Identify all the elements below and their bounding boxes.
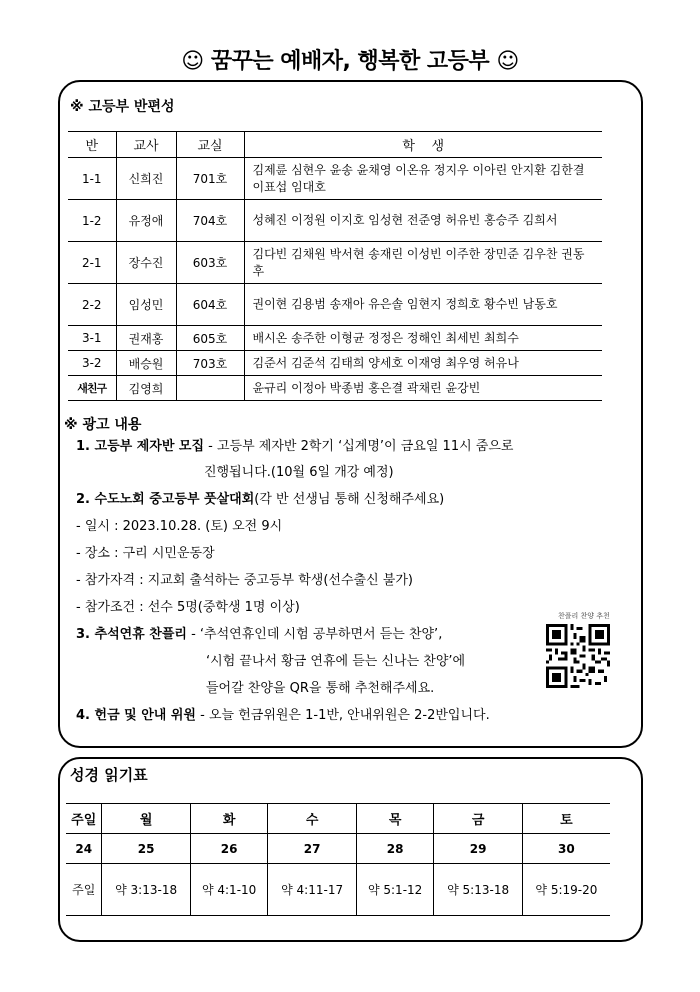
students-cell: 김제륜 심현우 윤송 윤채영 이온유 정지우 이아린 안지환 김한결 이표섭 임대호 [244,158,602,200]
table-row [68,284,602,326]
students-cell: 김다빈 김채원 박서현 송재린 이성빈 이주한 장민준 김우찬 권동후 [244,242,602,284]
day-cell: 토 [522,804,610,834]
students-cell: 김준서 김준석 김태희 양세호 이재영 최우영 허유나 [244,351,602,376]
passage-cell: 약 5:1-12 [356,864,434,916]
day-cell: 금 [434,804,522,834]
header-students: 학 생 [244,132,602,158]
day-cell: 수 [268,804,356,834]
ad-item-4-title: 4. 헌금 및 안내 위원 [76,708,196,723]
table-row [68,200,602,242]
teacher-cell: 임성민 [116,284,176,326]
qr-code-icon[interactable] [546,624,610,688]
reading-passages-row [66,864,610,916]
class-cell: 2-2 [68,284,116,326]
reading-heading: 성경 읽기표 [70,766,148,784]
room-cell: 704호 [176,200,244,242]
ad-item-1-title: 1. 고등부 제자반 모집 [76,439,205,454]
date-cell: 28 [356,834,434,864]
ad-item-3-text-2: ‘시험 끝나서 황금 연휴에 듣는 신나는 찬양’에 [206,654,466,669]
class-cell: 3-1 [68,326,116,351]
students-cell: 윤규리 이정아 박종범 홍은결 곽채린 윤강빈 [244,376,602,401]
teacher-cell: 유정애 [116,200,176,242]
ad-item-2-line: - 장소 : 구리 시민운동장 [76,546,215,561]
teacher-cell: 김영희 [116,376,176,401]
ad-item-4 [76,706,490,726]
room-cell: 605호 [176,326,244,351]
students-cell: 권이현 김용범 송재아 유은솔 임현지 정희호 황수빈 남동호 [244,284,602,326]
passage-cell: 약 3:13-18 [102,864,190,916]
class-section-heading: ※ 고등부 반편성 [70,99,175,115]
reading-days-row [66,804,610,834]
teacher-cell: 권재홍 [116,326,176,351]
room-cell: 701호 [176,158,244,200]
passage-cell: 약 4:1-10 [190,864,268,916]
class-table-header [68,132,602,158]
passage-cell: 약 4:11-17 [268,864,356,916]
room-cell: 604호 [176,284,244,326]
ad-item-2-line: - 참가자격 : 지교회 출석하는 중고등부 학생(선수출신 불가) [76,573,413,588]
reading-dates-row [66,834,610,864]
class-cell: 1-1 [68,158,116,200]
day-cell: 화 [190,804,268,834]
day-cell: 주일 [66,804,102,834]
class-cell: 2-1 [68,242,116,284]
ad-item-1 [76,437,513,457]
class-cell: 새친구 [68,376,116,401]
ad-item-2-text: (각 반 선생님 통해 신청해주세요) [254,492,445,507]
ad-item-2-title: 2. 수도노회 중고등부 풋살대회 [76,492,255,507]
class-table [68,131,602,401]
class-cell: 3-2 [68,351,116,376]
ad-item-2 [76,490,444,510]
date-cell: 26 [190,834,268,864]
teacher-cell: 배승원 [116,351,176,376]
passage-cell: 약 5:19-20 [522,864,610,916]
ads-heading: ※ 광고 내용 [64,417,142,433]
header-room: 교실 [176,132,244,158]
ad-item-1-text-2: 진행됩니다.(10월 6일 개강 예정) [204,465,394,480]
table-row [68,326,602,351]
table-row [68,158,602,200]
reading-table [66,803,610,916]
date-cell: 24 [66,834,102,864]
students-cell: 성혜진 이정원 이지호 임성현 전준영 허유빈 홍승주 김희서 [244,200,602,242]
teacher-cell: 장수진 [116,242,176,284]
ad-item-4-text: - 오늘 헌금위원은 1-1반, 안내위원은 2-2반입니다. [196,708,490,723]
class-cell: 1-2 [68,200,116,242]
date-cell: 25 [102,834,190,864]
ad-item-3-title: 3. 추석연휴 찬플리 [76,627,187,642]
ad-item-2-line: - 일시 : 2023.10.28. (토) 오전 9시 [76,519,283,534]
teacher-cell: 신희진 [116,158,176,200]
passage-cell: 약 5:13-18 [434,864,522,916]
room-cell [176,376,244,401]
table-row [68,376,602,401]
ad-item-1-text: - 고등부 제자반 2학기 ‘십계명’이 금요일 11시 줌으로 [204,439,514,454]
qr-label: 찬플리 찬양 추천 [558,612,610,620]
ad-item-3 [76,625,442,645]
ad-item-3-text: - ‘추석연휴인데 시험 공부하면서 듣는 찬양’, [186,627,443,642]
table-row [68,242,602,284]
day-cell: 월 [102,804,190,834]
date-cell: 29 [434,834,522,864]
students-cell: 배시온 송주한 이형균 정정은 정해인 최세빈 최희수 [244,326,602,351]
page-title: ☺ 꿈꾸는 예배자, 행복한 고등부 ☺ [181,49,519,74]
ad-item-3-text-3: 들어갈 찬양을 QR을 통해 추천해주세요. [206,681,435,696]
passage-cell: 주일 [66,864,102,916]
date-cell: 27 [268,834,356,864]
ad-item-2-line: - 참가조건 : 선수 5명(중학생 1명 이상) [76,600,300,615]
room-cell: 703호 [176,351,244,376]
day-cell: 목 [356,804,434,834]
date-cell: 30 [522,834,610,864]
room-cell: 603호 [176,242,244,284]
header-teacher: 교사 [116,132,176,158]
table-row [68,351,602,376]
header-class: 반 [68,132,116,158]
